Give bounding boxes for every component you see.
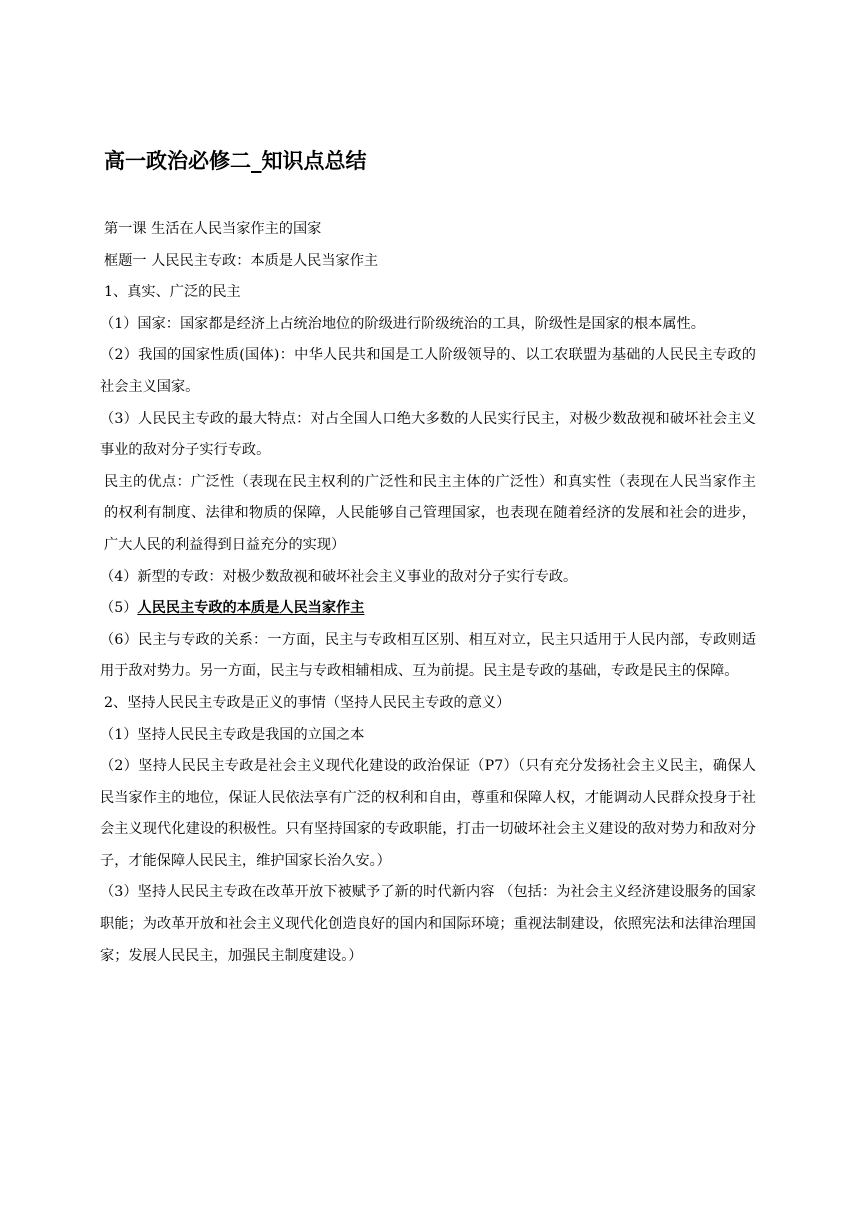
lesson-heading: 第一课 生活在人民当家作主的国家	[104, 221, 322, 237]
point-6-relationship: （6）民主与专政的关系：一方面，民主与专政相互区别、相互对立，民主只适用于人民内部，专政则适用于敌对势力。另一方面，民主与专政相辅相成、互为前提。民主是专政的基础，专政是民主的保障。	[100, 631, 756, 680]
frame-heading: 框题一 人民民主专政：本质是人民当家作主	[104, 252, 379, 269]
point-5-essence	[100, 593, 756, 625]
section-2-point-2: （2）坚持人民民主专政是社会主义现代化建设的政治保证（P7）（只有充分发扬社会主义民主，确保人民当家作主的地位，保证人民依法享有广泛的权利和自由，尊重和保障人权，才能调动人民群众投身于社会主义现代化建设的积极性。只有坚持国家的专政职能，打击一切破坏社会主义建设的敌对势力和敌对分子，才能保障人民民主，维护国家长治久安。）	[100, 758, 756, 869]
point-4-new-dictatorship: （4）新型的专政：对极少数敌视和破坏社会主义事业的敌对分子实行专政。	[100, 568, 578, 585]
section-heading-2: 2、坚持人民民主专政是正义的事情（坚持人民民主专政的意义）	[104, 694, 511, 711]
section-2-point-3: （3）坚持人民民主专政在改革开放下被赋予了新的时代新内容 （包括：为社会主义经济建设服务的国家职能；为改革开放和社会主义现代化创造良好的国内和国际环境；重视法制建设，依照宪法和法律治理国家；发展人民民主，加强民主制度建设。）	[100, 884, 756, 964]
point-5-emphasis: 人民民主专政的本质是人民当家作主	[137, 600, 365, 617]
democracy-advantage: 民主的优点：广泛性（表现在民主权利的广泛性和民主主体的广泛性）和真实性（表现在人民当家作主的权利有制度、法律和物质的保障，人民能够自己管理国家，也表现在随着经济的发展和社会的进步，广大人民的利益得到日益充分的实现）	[104, 473, 756, 553]
point-5-number: （5）	[100, 600, 138, 617]
section-2-point-1: （1）坚持人民民主专政是我国的立国之本	[100, 726, 365, 743]
point-1-state: （1）国家：国家都是经济上占统治地位的阶级进行阶级统治的工具，阶级性是国家的根本属性。	[100, 315, 705, 332]
point-2-nature: （2）我国的国家性质(国体)：中华人民共和国是工人阶级领导的、以工农联盟为基础的人民民主专政的社会主义国家。	[100, 347, 756, 395]
point-3-feature: （3）人民民主专政的最大特点：对占全国人口绝大多数的人民实行民主，对极少数敌视和破坏社会主义事业的敌对分子实行专政。	[100, 410, 756, 459]
document-body	[100, 146, 756, 972]
document-title: 高一政治必修二_知识点总结	[104, 149, 367, 173]
section-heading-1: 1、真实、广泛的民主	[104, 284, 241, 301]
